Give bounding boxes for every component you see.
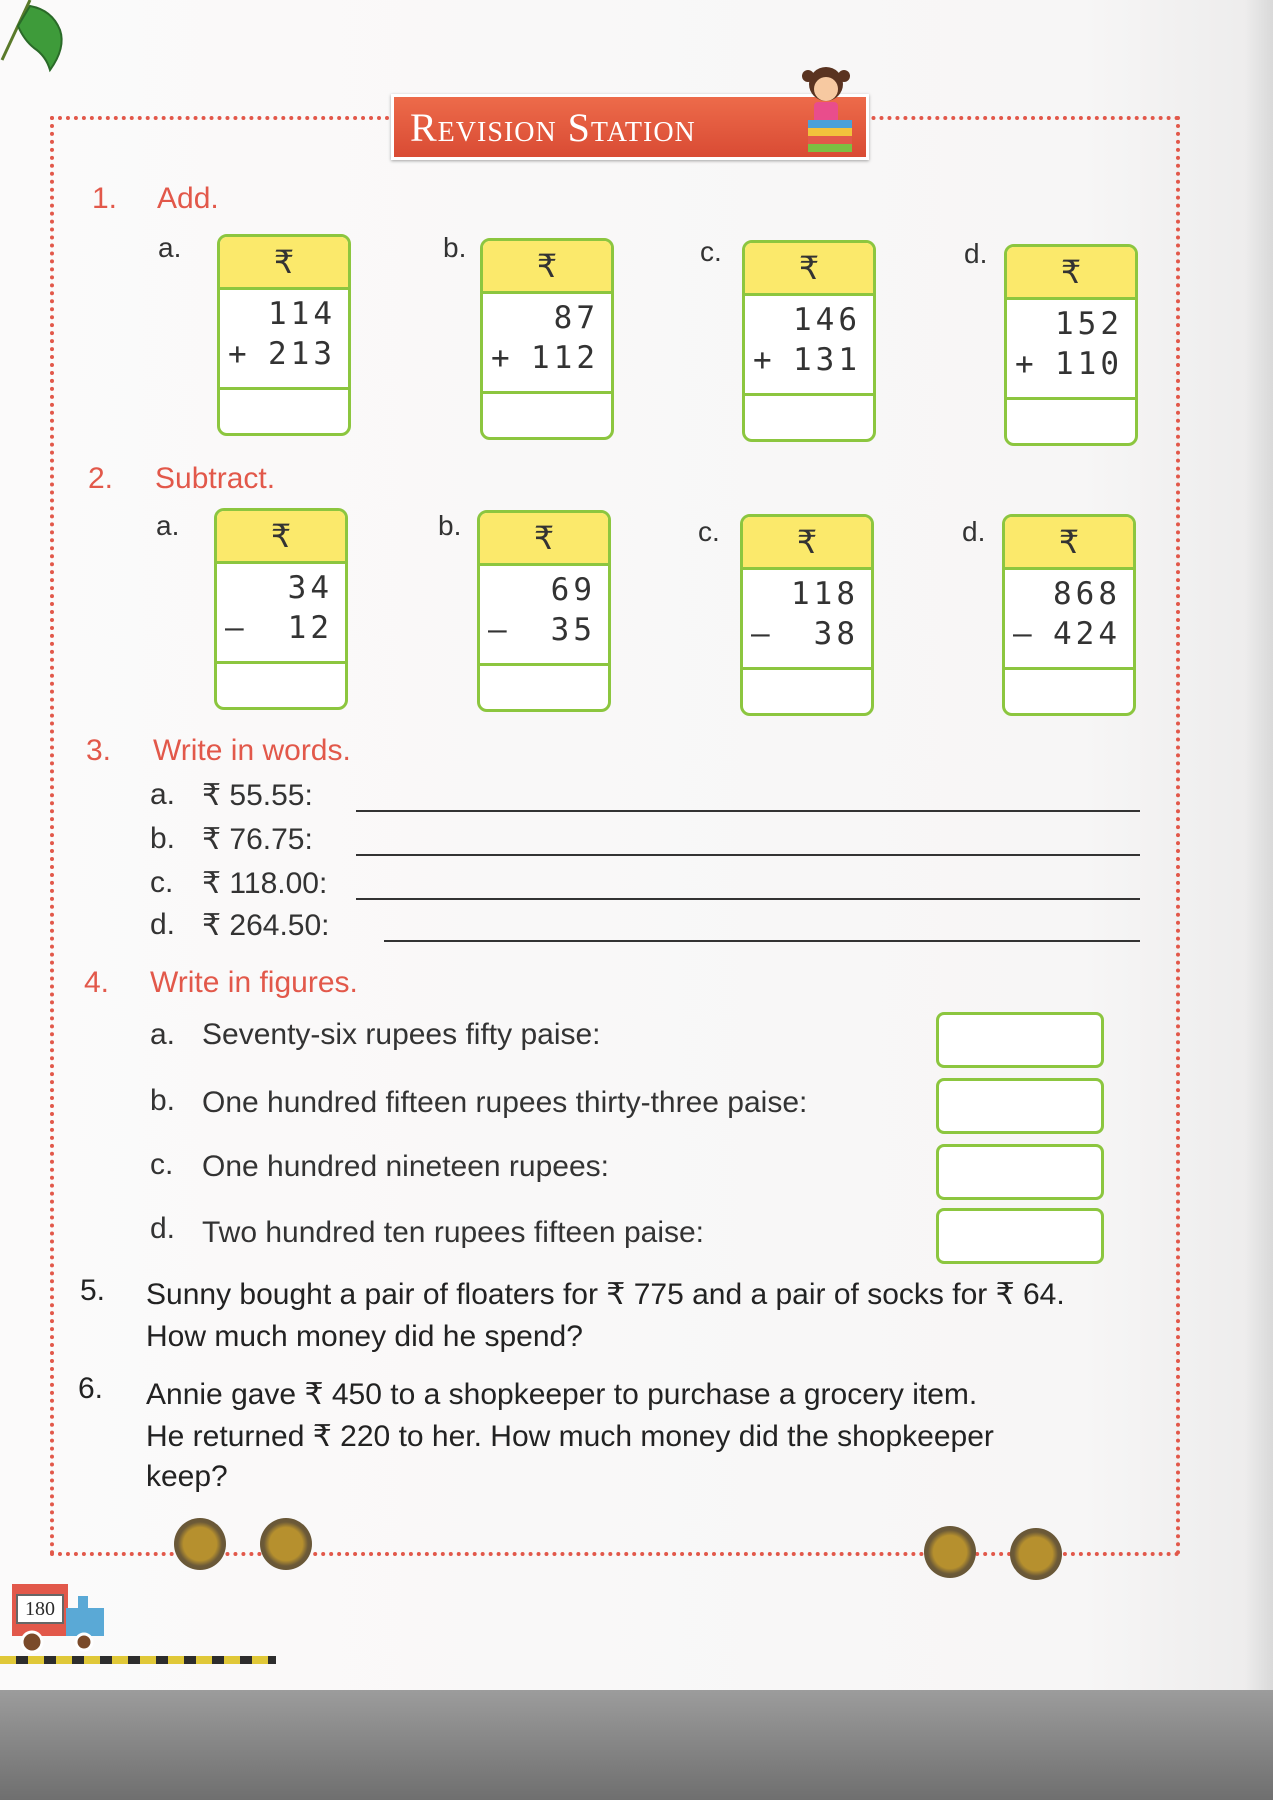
q4-d-text: Two hundred ten rupees fifteen paise: <box>202 1216 705 1249</box>
q2-a-op: – <box>225 610 244 646</box>
q2-d-top: 868 <box>1053 576 1121 612</box>
q4-c-label: c. <box>150 1148 174 1181</box>
q3-number: 3. <box>86 734 112 767</box>
q1-b-answer[interactable] <box>483 394 611 440</box>
q2-c-bottom: 38 <box>813 616 859 652</box>
q1-title: Add. <box>157 182 219 215</box>
q3-d-amount: ₹ 264.50: <box>202 909 330 942</box>
wheel-icon <box>924 1526 976 1578</box>
q2-number: 2. <box>88 462 114 495</box>
q4-c-text: One hundred nineteen rupees: <box>202 1150 609 1183</box>
q1-c-box <box>742 240 876 442</box>
q2-b-box <box>477 510 611 712</box>
q3-b-amount: ₹ 76.75: <box>202 823 313 856</box>
rupee-icon: ₹ <box>217 511 345 564</box>
q1-d-answer[interactable] <box>1007 400 1135 446</box>
q1-a-label: a. <box>158 232 182 263</box>
q3-d-label: d. <box>150 908 176 941</box>
q2-d-box <box>1002 514 1136 716</box>
q5-number: 5. <box>80 1274 106 1307</box>
rupee-icon: ₹ <box>1007 247 1135 300</box>
q4-c-answer-box[interactable] <box>936 1144 1104 1200</box>
q2-d-label: d. <box>962 516 986 547</box>
train-track <box>0 1656 276 1664</box>
q2-c-top: 118 <box>791 576 859 612</box>
q1-a-bottom: 213 <box>268 336 336 372</box>
q4-d-answer-box[interactable] <box>936 1208 1104 1264</box>
q4-number: 4. <box>84 966 110 999</box>
scan-background <box>0 1690 1273 1800</box>
q1-number: 1. <box>92 182 118 215</box>
q4-b-answer-box[interactable] <box>936 1078 1104 1134</box>
banner-title: Revision Station <box>410 104 696 150</box>
q3-d-answer-line[interactable] <box>384 940 1140 942</box>
q2-d-op: – <box>1013 616 1032 652</box>
q2-b-answer[interactable] <box>480 666 608 712</box>
q1-d-top: 152 <box>1055 306 1123 342</box>
q1-a-box <box>217 234 351 436</box>
q6-line-3: keep? <box>146 1460 228 1493</box>
q2-a-answer[interactable] <box>217 664 345 710</box>
wheel-icon <box>174 1518 226 1570</box>
q2-c-box <box>740 514 874 716</box>
q2-c-answer[interactable] <box>743 670 871 716</box>
q2-b-label: b. <box>438 510 462 541</box>
q2-title: Subtract. <box>155 462 276 495</box>
flag-icon <box>0 0 80 90</box>
rupee-icon: ₹ <box>220 237 348 290</box>
rupee-icon: ₹ <box>480 513 608 566</box>
q6-line-1: Annie gave ₹ 450 to a shopkeeper to purchase a grocery item. <box>146 1378 978 1411</box>
q3-c-label: c. <box>150 866 174 899</box>
q1-b-box <box>480 238 614 440</box>
q3-a-amount: ₹ 55.55: <box>202 779 313 812</box>
q2-a-box <box>214 508 348 710</box>
q2-d-bottom: 424 <box>1053 616 1121 652</box>
q2-d-answer[interactable] <box>1005 670 1133 716</box>
q1-b-label: b. <box>443 232 467 263</box>
q2-a-label: a. <box>156 510 180 541</box>
girl-reading-icon <box>792 62 862 162</box>
q1-c-answer[interactable] <box>745 396 873 442</box>
q4-d-label: d. <box>150 1212 176 1245</box>
page-edge-shadow <box>1245 0 1273 1690</box>
q1-c-label: c. <box>700 236 722 267</box>
q3-c-answer-line[interactable] <box>356 898 1140 900</box>
q6-number: 6. <box>78 1372 104 1405</box>
q3-b-answer-line[interactable] <box>356 854 1140 856</box>
rupee-icon: ₹ <box>483 241 611 294</box>
q4-a-label: a. <box>150 1018 176 1051</box>
rupee-icon: ₹ <box>745 243 873 296</box>
wheel-icon <box>260 1518 312 1570</box>
q3-title: Write in words. <box>153 734 351 767</box>
q5-line-1: Sunny bought a pair of floaters for ₹ 775 and a pair of socks for ₹ 64. <box>146 1278 1065 1311</box>
q2-b-bottom: 35 <box>550 612 596 648</box>
q1-a-answer[interactable] <box>220 390 348 436</box>
q1-d-bottom: 110 <box>1055 346 1123 382</box>
wheel-icon <box>1010 1528 1062 1580</box>
q6-line-2: He returned ₹ 220 to her. How much money did the shopkeeper <box>146 1420 994 1453</box>
q5-line-2: How much money did he spend? <box>146 1320 583 1353</box>
rupee-icon: ₹ <box>743 517 871 570</box>
q4-b-label: b. <box>150 1084 176 1117</box>
q1-d-label: d. <box>964 238 988 269</box>
q1-a-op: + <box>228 336 247 372</box>
q1-a-top: 114 <box>268 296 336 332</box>
q1-d-box <box>1004 244 1138 446</box>
q4-b-text: One hundred fifteen rupees thirty-three paise: <box>202 1086 808 1119</box>
q1-b-op: + <box>491 340 510 376</box>
q4-a-text: Seventy-six rupees fifty paise: <box>202 1018 601 1051</box>
rupee-icon: ₹ <box>1005 517 1133 570</box>
q4-a-answer-box[interactable] <box>936 1012 1104 1068</box>
q1-c-bottom: 131 <box>793 342 861 378</box>
q2-b-top: 69 <box>550 572 596 608</box>
q3-a-answer-line[interactable] <box>356 810 1140 812</box>
q2-b-op: – <box>488 612 507 648</box>
q1-c-op: + <box>753 342 772 378</box>
q3-a-label: a. <box>150 778 176 811</box>
page-number: 180 <box>16 1594 64 1624</box>
q3-c-amount: ₹ 118.00: <box>202 867 328 900</box>
q2-c-op: – <box>751 616 770 652</box>
q2-a-top: 34 <box>287 570 333 606</box>
q3-b-label: b. <box>150 822 176 855</box>
q4-title: Write in figures. <box>150 966 358 999</box>
q2-c-label: c. <box>698 516 720 547</box>
q1-b-top: 87 <box>553 300 599 336</box>
q1-c-top: 146 <box>793 302 861 338</box>
q1-b-bottom: 112 <box>531 340 599 376</box>
q1-d-op: + <box>1015 346 1034 382</box>
q2-a-bottom: 12 <box>287 610 333 646</box>
